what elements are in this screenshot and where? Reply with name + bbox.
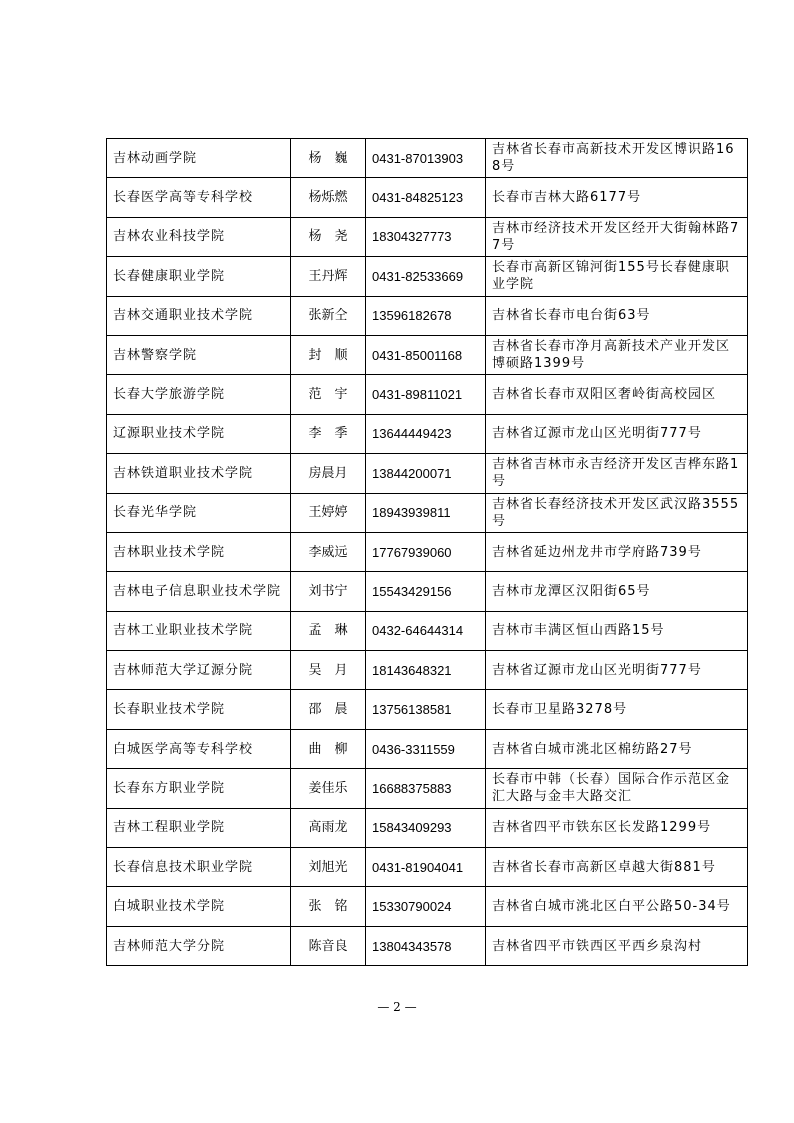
phone-cell: 13844200071: [366, 454, 486, 493]
phone-cell: 0431-82533669: [366, 257, 486, 296]
contact-name-cell: 李 季: [291, 414, 366, 453]
phone-cell: 0431-85001168: [366, 335, 486, 374]
phone-cell: 13644449423: [366, 414, 486, 453]
school-name-cell: 吉林动画学院: [107, 139, 291, 178]
phone-cell: 17767939060: [366, 532, 486, 571]
address-cell: 吉林省长春市双阳区奢岭街高校园区: [486, 375, 748, 414]
contact-name-cell: 吴 月: [291, 651, 366, 690]
address-cell: 长春市高新区锦河街155号长春健康职业学院: [486, 257, 748, 296]
table-row: [107, 257, 748, 296]
school-name-cell: 长春健康职业学院: [107, 257, 291, 296]
table-row: [107, 178, 748, 217]
school-name-cell: 吉林师范大学分院: [107, 926, 291, 965]
contact-name-cell: 王丹辉: [291, 257, 366, 296]
table-row: [107, 454, 748, 493]
school-name-cell: 长春医学高等专科学校: [107, 178, 291, 217]
phone-cell: 0431-87013903: [366, 139, 486, 178]
contact-table: [106, 138, 748, 966]
phone-cell: 16688375883: [366, 769, 486, 808]
phone-cell: 18304327773: [366, 217, 486, 256]
address-cell: 吉林省长春市电台街63号: [486, 296, 748, 335]
contact-name-cell: 刘书宁: [291, 572, 366, 611]
table-row: [107, 414, 748, 453]
school-name-cell: 吉林交通职业技术学院: [107, 296, 291, 335]
address-cell: 长春市中韩（长春）国际合作示范区金汇大路与金丰大路交汇: [486, 769, 748, 808]
contact-name-cell: 杨 尧: [291, 217, 366, 256]
contact-name-cell: 邵 晨: [291, 690, 366, 729]
contact-name-cell: 范 宇: [291, 375, 366, 414]
phone-cell: 15843409293: [366, 808, 486, 847]
table-row: [107, 729, 748, 768]
phone-cell: 18943939811: [366, 493, 486, 532]
address-cell: 吉林省长春市高新技术开发区博识路168号: [486, 139, 748, 178]
address-cell: 吉林省长春市净月高新技术产业开发区博硕路1399号: [486, 335, 748, 374]
school-name-cell: 吉林师范大学辽源分院: [107, 651, 291, 690]
school-name-cell: 白城职业技术学院: [107, 887, 291, 926]
phone-cell: 13756138581: [366, 690, 486, 729]
table-row: [107, 926, 748, 965]
table-row: [107, 532, 748, 571]
school-name-cell: 吉林工程职业学院: [107, 808, 291, 847]
phone-cell: 0431-84825123: [366, 178, 486, 217]
page-number: — 2 —: [377, 1000, 417, 1014]
address-cell: 吉林省四平市铁西区平西乡泉沟村: [486, 926, 748, 965]
school-name-cell: 长春东方职业学院: [107, 769, 291, 808]
table-row: [107, 296, 748, 335]
address-cell: 吉林市龙潭区汉阳街65号: [486, 572, 748, 611]
address-cell: 吉林省辽源市龙山区光明街777号: [486, 414, 748, 453]
table-row: [107, 848, 748, 887]
contact-name-cell: 封 顺: [291, 335, 366, 374]
school-name-cell: 长春职业技术学院: [107, 690, 291, 729]
phone-cell: 0431-81904041: [366, 848, 486, 887]
address-cell: 吉林市经济技术开发区经开大街翰林路77号: [486, 217, 748, 256]
table-row: [107, 217, 748, 256]
table-body: [107, 139, 748, 966]
table-row: [107, 651, 748, 690]
school-name-cell: 吉林警察学院: [107, 335, 291, 374]
address-cell: 吉林省吉林市永吉经济开发区吉桦东路1号: [486, 454, 748, 493]
phone-cell: 18143648321: [366, 651, 486, 690]
school-name-cell: 辽源职业技术学院: [107, 414, 291, 453]
school-name-cell: 吉林铁道职业技术学院: [107, 454, 291, 493]
address-cell: 吉林省四平市铁东区长发路1299号: [486, 808, 748, 847]
address-cell: 吉林省延边州龙井市学府路739号: [486, 532, 748, 571]
school-name-cell: 白城医学高等专科学校: [107, 729, 291, 768]
address-cell: 吉林市丰满区恒山西路15号: [486, 611, 748, 650]
address-cell: 吉林省长春经济技术开发区武汉路3555号: [486, 493, 748, 532]
contact-name-cell: 高雨龙: [291, 808, 366, 847]
table-row: [107, 769, 748, 808]
school-name-cell: 长春大学旅游学院: [107, 375, 291, 414]
contact-name-cell: 张 铭: [291, 887, 366, 926]
table-row: [107, 611, 748, 650]
school-name-cell: 吉林工业职业技术学院: [107, 611, 291, 650]
school-name-cell: 吉林电子信息职业技术学院: [107, 572, 291, 611]
phone-cell: 13804343578: [366, 926, 486, 965]
table-row: [107, 139, 748, 178]
contact-name-cell: 王婷婷: [291, 493, 366, 532]
address-cell: 吉林省长春市高新区卓越大街881号: [486, 848, 748, 887]
table-row: [107, 690, 748, 729]
address-cell: 吉林省辽源市龙山区光明街777号: [486, 651, 748, 690]
contact-name-cell: 刘旭光: [291, 848, 366, 887]
school-name-cell: 吉林职业技术学院: [107, 532, 291, 571]
school-name-cell: 长春光华学院: [107, 493, 291, 532]
contact-name-cell: 李威远: [291, 532, 366, 571]
table-row: [107, 887, 748, 926]
phone-cell: 13596182678: [366, 296, 486, 335]
school-name-cell: 吉林农业科技学院: [107, 217, 291, 256]
phone-cell: 15330790024: [366, 887, 486, 926]
contact-name-cell: 陈音良: [291, 926, 366, 965]
contact-name-cell: 曲 柳: [291, 729, 366, 768]
contact-name-cell: 姜佳乐: [291, 769, 366, 808]
contact-name-cell: 张新仝: [291, 296, 366, 335]
contact-name-cell: 房晨月: [291, 454, 366, 493]
table-row: [107, 375, 748, 414]
school-name-cell: 长春信息技术职业学院: [107, 848, 291, 887]
table-row: [107, 572, 748, 611]
contact-name-cell: 杨 巍: [291, 139, 366, 178]
contact-name-cell: 杨烁燃: [291, 178, 366, 217]
address-cell: 吉林省白城市洮北区棉纺路27号: [486, 729, 748, 768]
address-cell: 长春市卫星路3278号: [486, 690, 748, 729]
phone-cell: 0431-89811021: [366, 375, 486, 414]
table-row: [107, 493, 748, 532]
phone-cell: 15543429156: [366, 572, 486, 611]
contact-name-cell: 孟 琳: [291, 611, 366, 650]
phone-cell: 0436-3311559: [366, 729, 486, 768]
address-cell: 吉林省白城市洮北区白平公路50-34号: [486, 887, 748, 926]
address-cell: 长春市吉林大路6177号: [486, 178, 748, 217]
phone-cell: 0432-64644314: [366, 611, 486, 650]
table-row: [107, 808, 748, 847]
table-row: [107, 335, 748, 374]
